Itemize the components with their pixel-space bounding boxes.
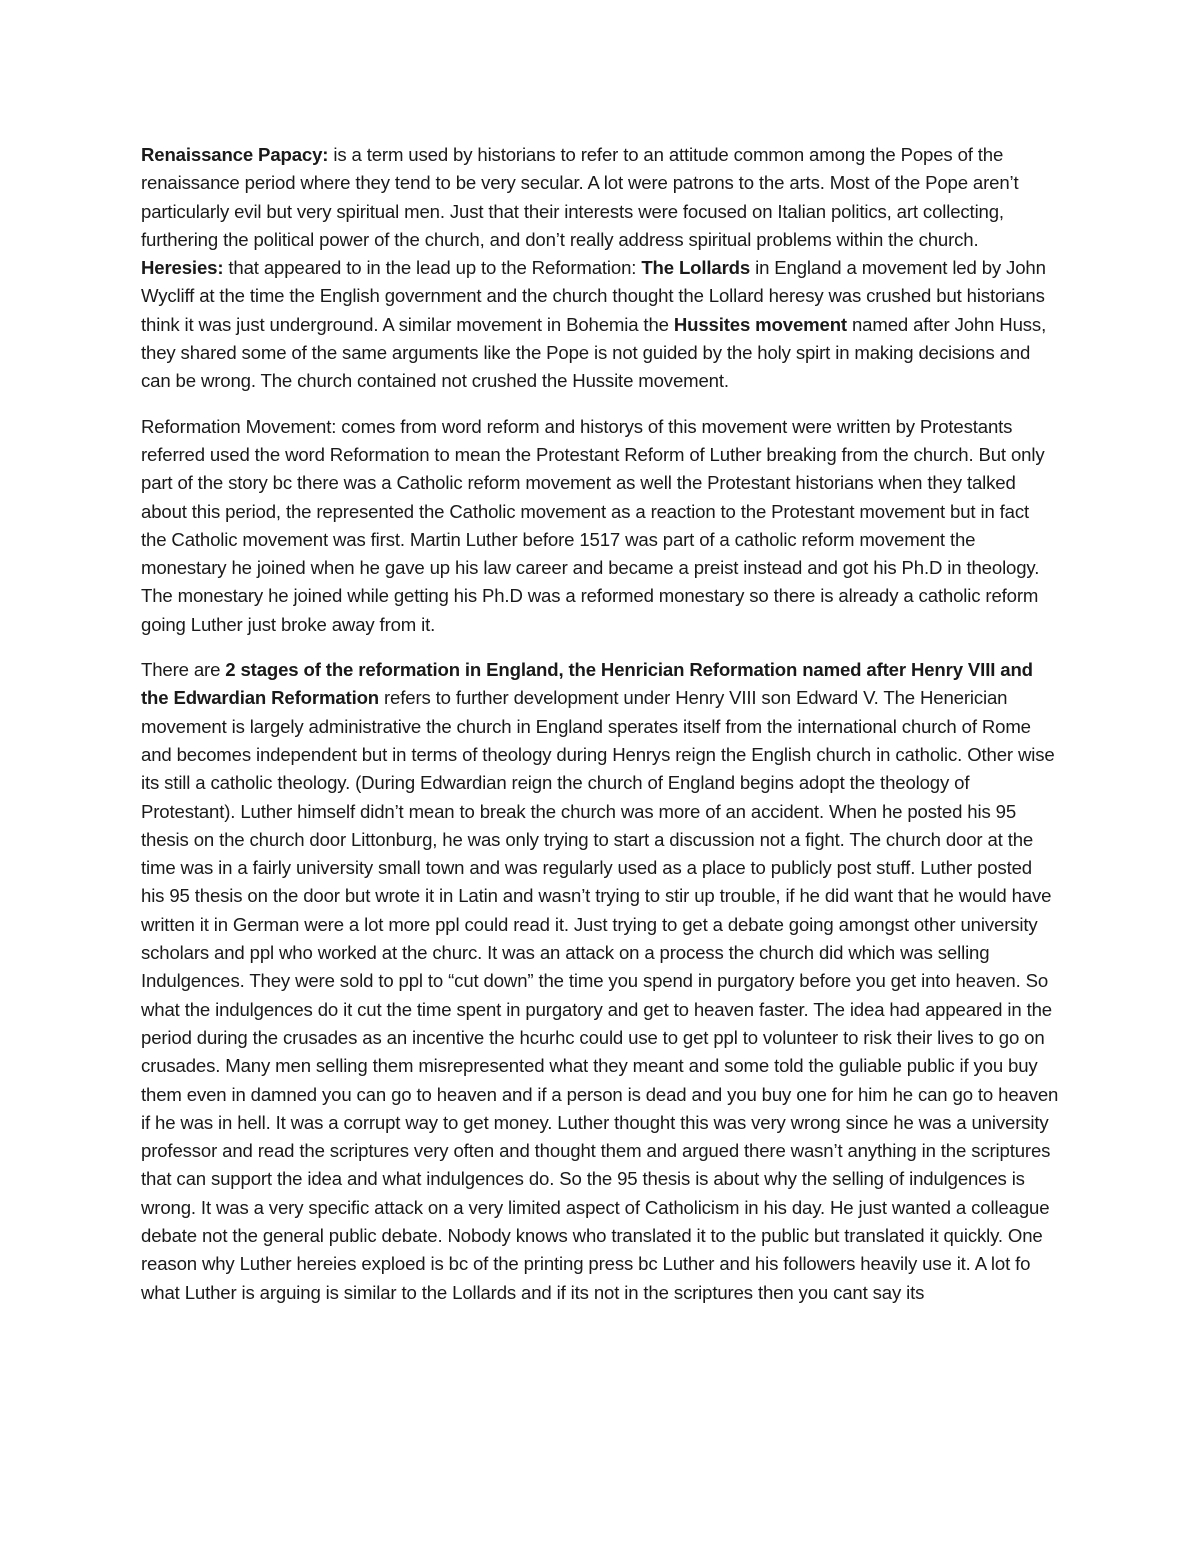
term-renaissance-papacy: Renaissance Papacy: — [141, 144, 329, 165]
term-heresies: Heresies: — [141, 257, 224, 279]
paragraph-text: named after John Huss, they shared some of the same arguments like the Pope is not guided by the holy spirt in making decisions and can be wrong. The church contained not crushed the Hussite movement. — [141, 313, 1047, 392]
term-hussites-movement: Hussites movement — [673, 313, 847, 335]
term-stages-of-reformation: 2 stages of the reformation in England, the Henrician Reformation named after Henry VIII and the Edwardian Reformation — [141, 659, 1033, 709]
paragraph-text: in England a movement led by John Wycliff at the time the English government and the church thought the Lollard heresy was crushed but historians think it was just underground. A similar movement in Bohemia the — [141, 257, 1046, 335]
paragraph-text: is a term used by historians to refer to an attitude common among the Popes of the renaissance period where they tend to be very secular. A lot were patrons to the arts. Most of the Pope aren’t particularly evil but very spiritual men. Just that their interests were focused on Italian politics, art collecting, furthering the political power of the church, and don’t really address spiritual problems within the church. — [141, 144, 1019, 250]
paragraph-stages-of-reformation — [141, 656, 1059, 1307]
paragraph-text: that appeared to in the lead up to the Reformation: — [223, 257, 642, 279]
term-lollards: The Lollards — [641, 257, 751, 279]
paragraph-text: Reformation Movement: comes from word reform and historys of this movement were written by Protestants referred used the word Reformation to mean the Protestant Reform of Luther breaking from the church. But only part of the story bc there was a Catholic reform movement as well the Protestant historians when they talked about this period, the represented the Catholic movement as a reaction to the Protestant movement but in fact the Catholic movement was first. Martin Luther before 1517 was part of a catholic reform movement the monestary he joined when he gave up his law career and became a preist instead and got his Ph.D in theology. The monestary he joined while getting his Ph.D was a reformed monestary so there is already a catholic reform going Luther just broke away from it. — [141, 415, 1045, 635]
document-body — [141, 141, 1059, 1324]
paragraph-text: There are — [141, 659, 226, 681]
paragraph-text: refers to further development under Henry VIII son Edward V. The Henerician movement is largely administrative the church in England sperates itself from the international church of Rome and becomes independent but in terms of theology during Henrys reign the English church in catholic. Other wise its still a catholic theology. (During Edwardian reign the church of England begins adopt the theology of Protestant). Luther himself didn’t mean to break the church was more of an accident. When he posted his 95 thesis on the church door Littonburg, he was only trying to start a discussion not a fight. The church door at the time was in a fairly university small town and was regularly used as a place to publicly post stuff. Luther posted his 95 thesis on the door but wrote it in Latin and wasn’t trying to stir up trouble, if he did want that he would have written it in German were a lot more ppl could read it. Just trying to get a debate going amongst other university scholars and ppl who worked at the churc. It was an attack on a process the church did which was selling Indulgences. They were sold to ppl to “cut down” the time you spend in purgatory before you get into heaven. So what the indulgences do it cut the time spent in purgatory and get to heaven faster. The idea had appeared in the period during the crusades as an incentive the hcurhc could use to get ppl to volunteer to risk their lives to go on crusades. Many men selling them misrepresented what they meant and some told the guliable public if you buy them even in damned you can go to heaven and if a person is dead and you buy one for him he can go to heaven if he was in hell. It was a corrupt way to get money. Luther thought this was very wrong since he was a university professor and read the scriptures very often and thought them and argued there wasn’t anything in the scriptures that can support the idea and what indulgences do. So the 95 thesis is about why the selling of indulgences is wrong. It was a very specific attack on a very limited aspect of Catholicism in his day. He just wanted a colleague debate not the general public debate. Nobody knows who translated it to the public but translated it quickly. One reason why Luther hereies exploed is bc of the printing press bc Luther and his followers heavily use it. A lot fo what Luther is arguing is similar to the Lollards and if its not in the scriptures then you cant say its — [141, 687, 1059, 1303]
paragraph-reformation-movement — [141, 413, 1059, 639]
paragraph-renaissance-papacy — [141, 141, 1059, 396]
